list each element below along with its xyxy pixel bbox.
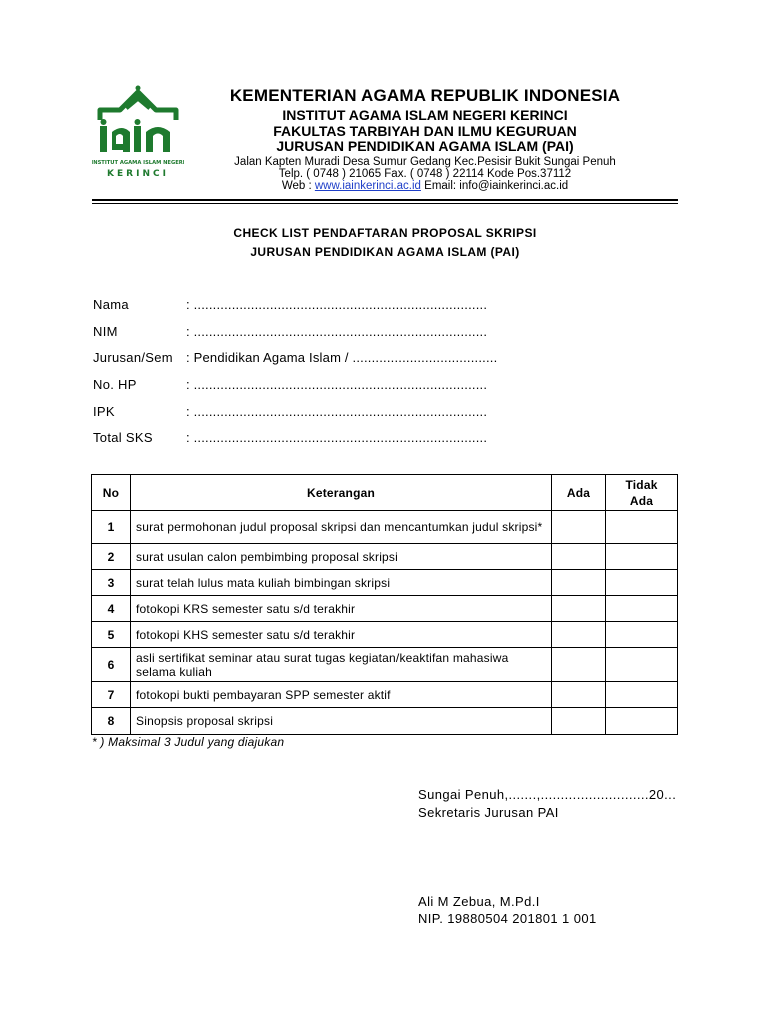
field-value-jurusan: : Pendidikan Agama Islam / ...................................... <box>186 350 498 365</box>
field-value-ipk: : ............................................................................. <box>186 404 488 419</box>
table-row <box>92 511 678 544</box>
ada-checkbox-cell[interactable] <box>552 682 606 708</box>
tidak-ada-checkbox-cell[interactable] <box>606 622 678 648</box>
ada-checkbox-cell[interactable] <box>552 648 606 682</box>
table-row <box>92 544 678 570</box>
row-description: asli sertifikat seminar atau surat tugas kegiatan/keaktifan mahasiwa selama kuliah <box>131 648 552 682</box>
field-label-nim: NIM <box>93 324 118 339</box>
department-name: JURUSAN PENDIDIKAN AGAMA ISLAM (PAI) <box>276 138 574 154</box>
ada-checkbox-cell[interactable] <box>552 708 606 735</box>
table-header-row <box>92 475 678 511</box>
tidak-ada-checkbox-cell[interactable] <box>606 596 678 622</box>
signer-name: Ali M Zebua, M.Pd.I <box>418 894 540 909</box>
tidak-ada-checkbox-cell[interactable] <box>606 708 678 735</box>
table-row <box>92 570 678 596</box>
iain-kerinci-logo <box>92 84 184 180</box>
field-value-nama: : ............................................................................. <box>186 297 488 312</box>
web-line <box>200 180 650 192</box>
institute-name: INSTITUT AGAMA ISLAM NEGERI KERINCI <box>282 107 568 123</box>
row-description: surat permohonan judul proposal skripsi dan mencantumkan judul skripsi* <box>131 511 552 544</box>
row-description: Sinopsis proposal skripsi <box>131 708 552 735</box>
faculty-name: FAKULTAS TARBIYAH DAN ILMU KEGURUAN <box>273 123 577 139</box>
checklist-table <box>91 474 678 735</box>
web-prefix: Web : <box>281 180 315 192</box>
table-row <box>92 596 678 622</box>
table-footnote: * ) Maksimal 3 Judul yang diajukan <box>92 735 285 749</box>
header-ada-2: Ada <box>629 493 654 508</box>
ada-checkbox-cell[interactable] <box>552 544 606 570</box>
ada-checkbox-cell[interactable] <box>552 622 606 648</box>
logo-subcaption: KERINCI <box>107 169 169 179</box>
field-label-total-sks: Total SKS <box>93 430 153 445</box>
row-number: 5 <box>92 622 131 648</box>
ada-checkbox-cell[interactable] <box>552 511 606 544</box>
field-value-nim: : ............................................................................. <box>186 324 488 339</box>
table-row <box>92 708 678 735</box>
row-description: surat usulan calon pembimbing proposal skripsi <box>131 544 552 570</box>
header-tidak: Tidak <box>625 477 658 492</box>
row-number: 1 <box>92 511 131 544</box>
tidak-ada-checkbox-cell[interactable] <box>606 544 678 570</box>
tidak-ada-checkbox-cell[interactable] <box>606 511 678 544</box>
row-description: fotokopi KHS semester satu s/d terakhir <box>131 622 552 648</box>
field-value-no-hp: : ............................................................................. <box>186 377 488 392</box>
tidak-ada-checkbox-cell[interactable] <box>606 570 678 596</box>
header-tidak-ada <box>606 475 678 511</box>
row-description: fotokopi KRS semester satu s/d terakhir <box>131 596 552 622</box>
row-number: 3 <box>92 570 131 596</box>
row-number: 4 <box>92 596 131 622</box>
ada-checkbox-cell[interactable] <box>552 570 606 596</box>
row-description: fotokopi bukti pembayaran SPP semester aktif <box>131 682 552 708</box>
ministry-name: KEMENTERIAN AGAMA REPUBLIK INDONESIA <box>229 86 621 105</box>
field-value-total-sks: : ............................................................................. <box>186 430 488 445</box>
email-text: Email: info@iainkerinci.ac.id <box>420 180 569 192</box>
field-label-nama: Nama <box>93 297 129 312</box>
ada-checkbox-cell[interactable] <box>552 596 606 622</box>
letterhead-divider-thick <box>92 199 678 201</box>
tidak-ada-checkbox-cell[interactable] <box>606 648 678 682</box>
header-keterangan: Keterangan <box>131 475 552 511</box>
logo-caption: INSTITUT AGAMA ISLAM NEGERI <box>92 160 184 166</box>
table-row <box>92 682 678 708</box>
field-label-jurusan: Jurusan/Sem <box>93 350 173 365</box>
signer-role: Sekretaris Jurusan PAI <box>418 805 559 820</box>
field-label-no-hp: No. HP <box>93 377 137 392</box>
website-link[interactable]: www.iainkerinci.ac.id <box>314 180 421 192</box>
table-row <box>92 622 678 648</box>
logo-mosque-emblem <box>92 84 184 180</box>
phone-line: Telp. ( 0748 ) 21065 Fax. ( 0748 ) 22114 Kode Pos.37112 <box>278 168 572 180</box>
document-title: CHECK LIST PENDAFTARAN PROPOSAL SKRIPSI <box>233 226 537 240</box>
row-number: 7 <box>92 682 131 708</box>
letterhead-divider-thin <box>92 203 678 204</box>
table-row <box>92 648 678 682</box>
row-number: 6 <box>92 648 131 682</box>
header-no: No <box>92 475 131 511</box>
place-date: Sungai Penuh,.......,...........................20... <box>418 787 677 802</box>
address-line: Jalan Kapten Muradi Desa Sumur Gedang Kec.Pesisir Bukit Sungai Penuh <box>234 156 616 168</box>
header-ada: Ada <box>552 475 606 511</box>
row-number: 2 <box>92 544 131 570</box>
tidak-ada-checkbox-cell[interactable] <box>606 682 678 708</box>
signer-nip: NIP. 19880504 201801 1 001 <box>418 911 597 926</box>
document-subtitle: JURUSAN PENDIDIKAN AGAMA ISLAM (PAI) <box>250 245 520 259</box>
row-description: surat telah lulus mata kuliah bimbingan skripsi <box>131 570 552 596</box>
row-number: 8 <box>92 708 131 735</box>
field-label-ipk: IPK <box>93 404 115 419</box>
